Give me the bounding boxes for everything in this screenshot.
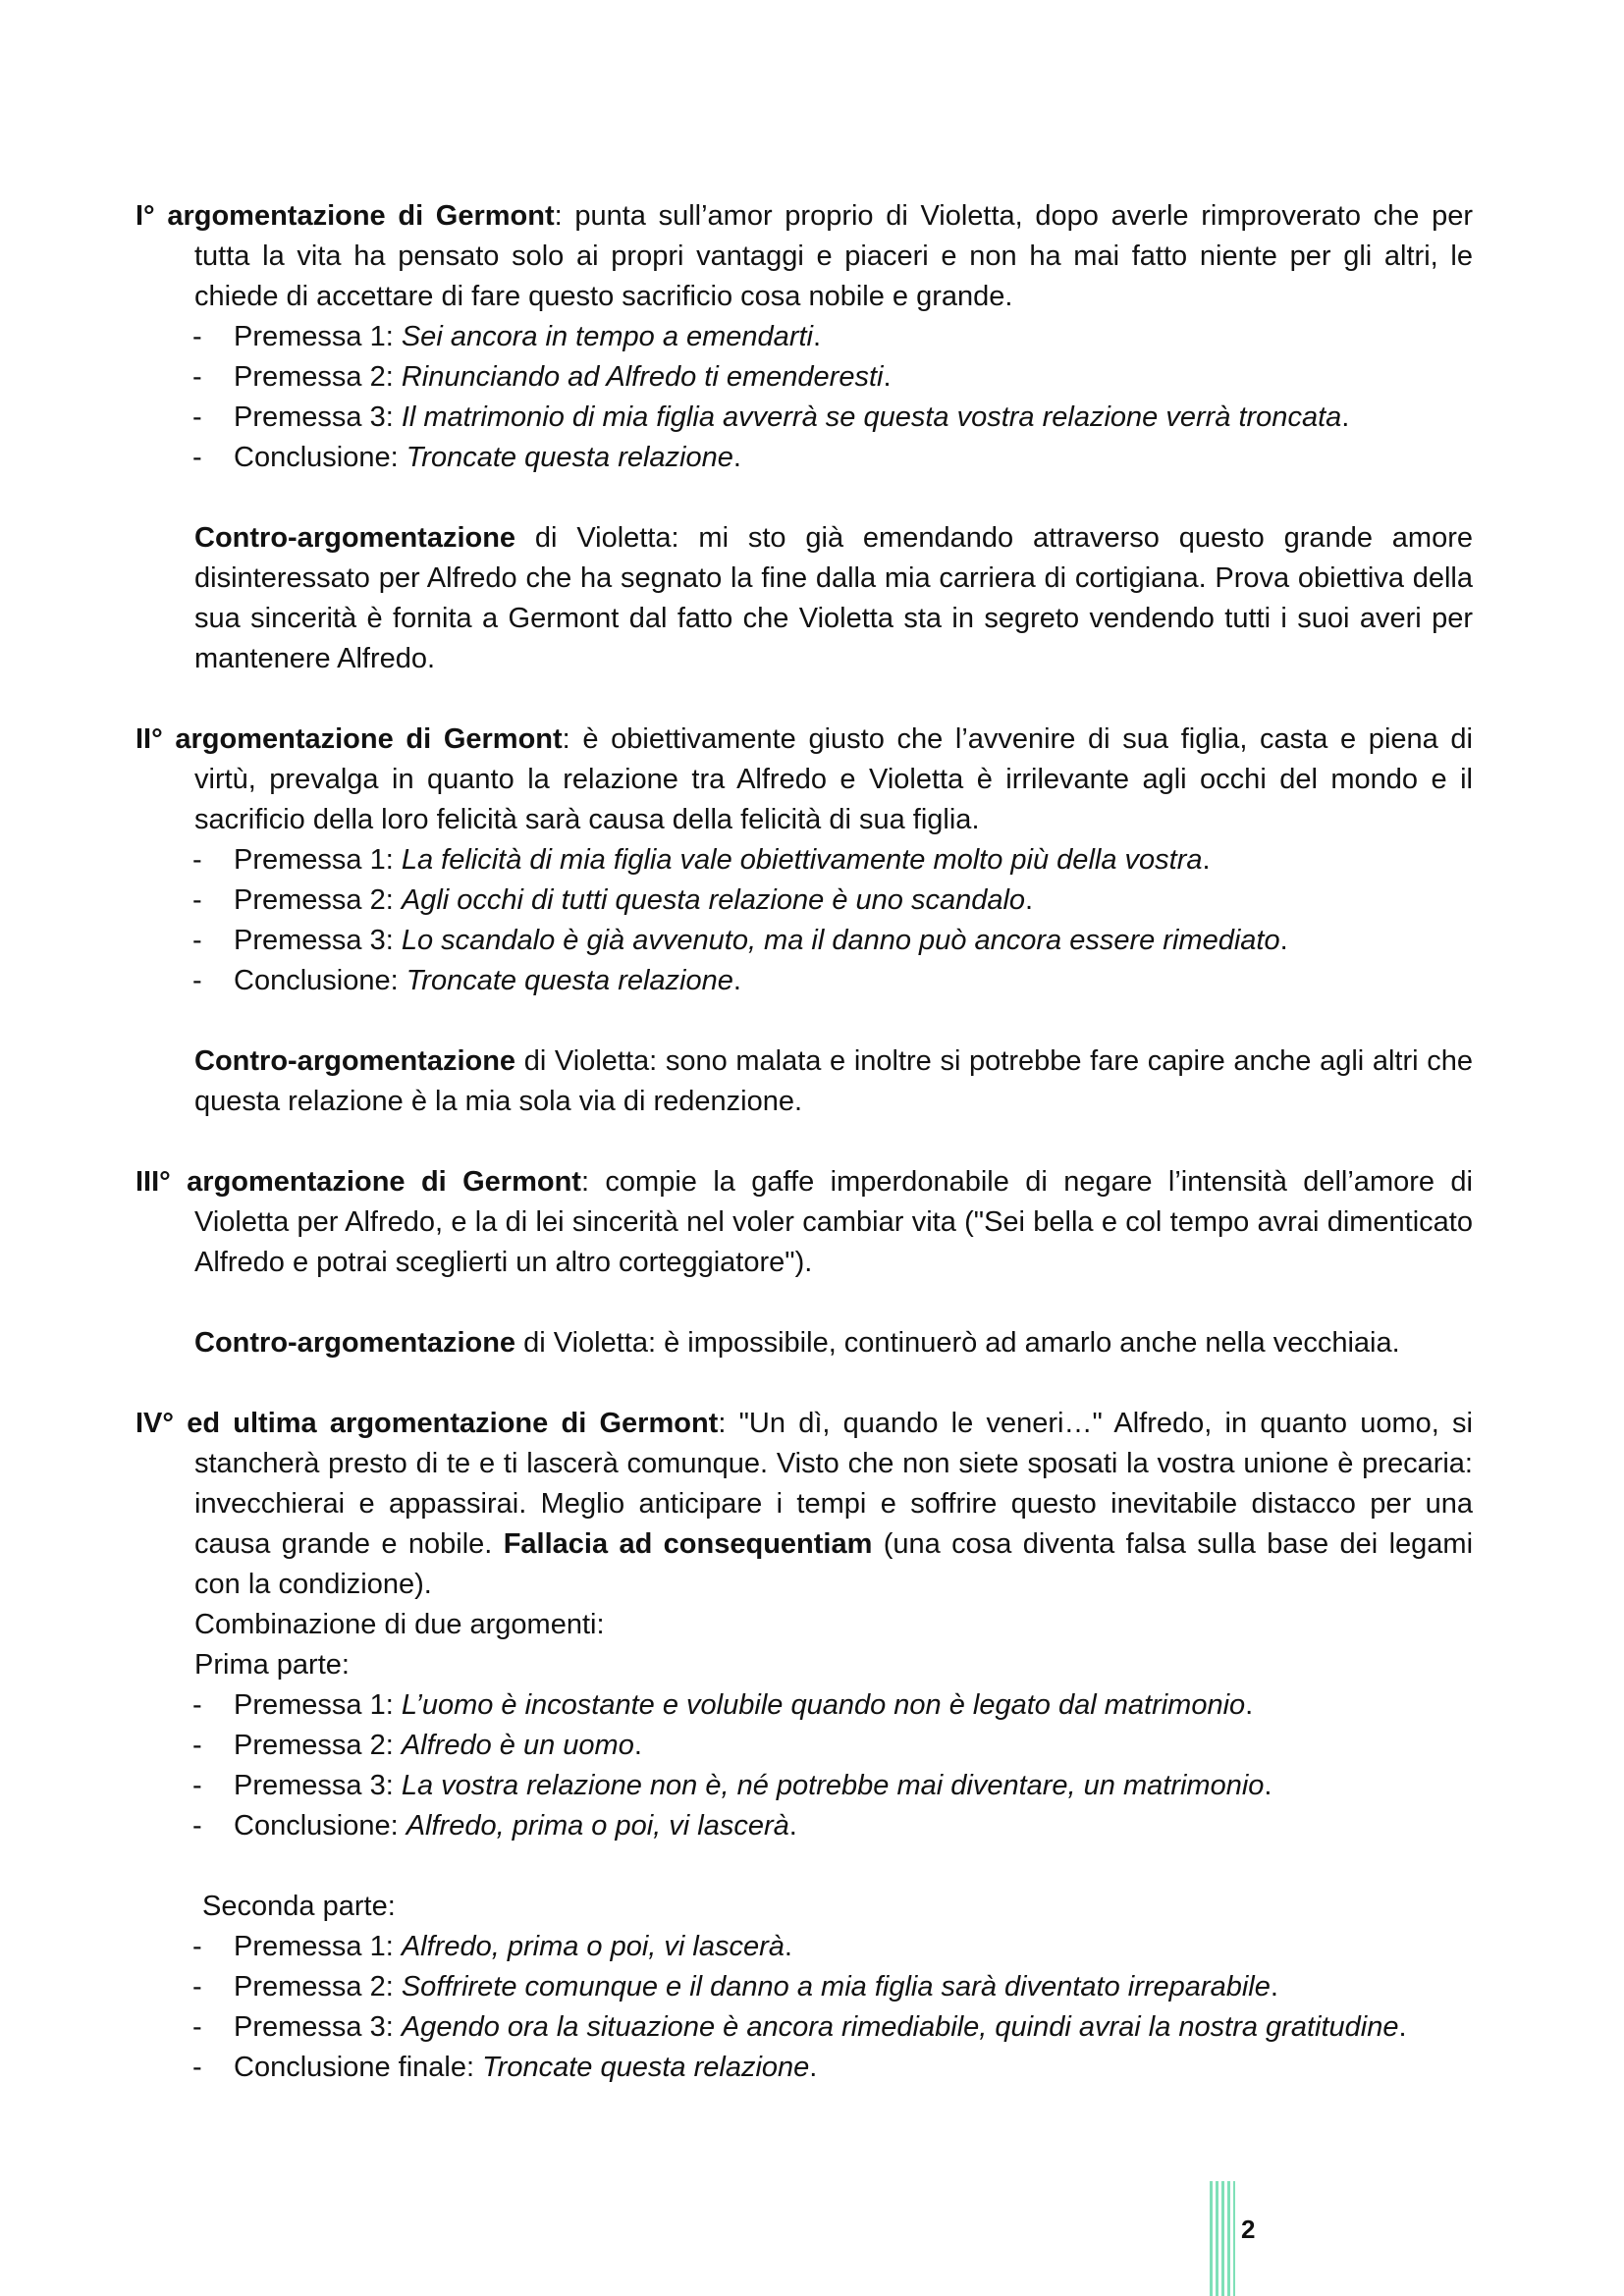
argument-1 bbox=[135, 196, 1473, 317]
list-item: - Conclusione: Troncate questa relazione. bbox=[192, 965, 741, 996]
argument-2-premises bbox=[135, 840, 1473, 1001]
part-two-title: Seconda parte: bbox=[194, 1891, 396, 1922]
list-item: - Premessa 1: Sei ancora in tempo a emendarti. bbox=[192, 321, 822, 352]
argument-4: IV° ed ultima argomentazione di Germont: "Un dì, quando le veneri…" Alfredo, in quanto uomo, si stancherà presto di te e ti lascerà comunque. Visto che non siete sposati la vostra unione è precaria: invecchierai e appassirai. Meglio anticipare i tempi e soffrire questo inevitabile distacco per una causa grande e nobile. Fallacia ad consequentiam (una cosa diventa falsa sulla base dei legami con la condizione). bbox=[135, 1408, 1474, 1600]
document-body bbox=[135, 196, 1473, 2088]
part-two-premises bbox=[135, 1927, 1473, 2088]
list-item: - Premessa 1: Alfredo, prima o poi, vi lascerà. bbox=[192, 1931, 792, 1962]
part-one-premises bbox=[135, 1685, 1473, 1846]
argument-3-text: : compie la gaffe imperdonabile di negare l’intensità dell’amore di Violetta per Alfredo, e la di lei sincerità nel voler cambiar vita ("Sei bella e col tempo avrai dimenticato Alfredo e potrai sceglierti un altro corteggiatore"). bbox=[194, 1166, 1473, 1278]
argument-3-title: III° argomentazione di Germont bbox=[135, 1166, 581, 1198]
argument-3 bbox=[135, 1162, 1473, 1283]
list-item: - Premessa 3: Lo scandalo è già avvenuto, ma il danno può ancora essere rimediato. bbox=[192, 925, 1288, 956]
list-item: - Premessa 2: Agli occhi di tutti questa relazione è uno scandalo. bbox=[192, 884, 1034, 916]
list-item: - Premessa 3: La vostra relazione non è, né potrebbe mai diventare, un matrimonio. bbox=[192, 1770, 1272, 1801]
list-item: - Premessa 2: Rinunciando ad Alfredo ti emenderesti. bbox=[192, 361, 892, 393]
list-item: - Premessa 3: Agendo ora la situazione è ancora rimediabile, quindi avrai la nostra gratitudine. bbox=[192, 2011, 1407, 2043]
footer-accent-bar bbox=[1210, 2181, 1235, 2296]
counter-argument-3: Contro-argomentazione di Violetta: è impossibile, continuerò ad amarlo anche nella vecchiaia. bbox=[194, 1327, 1400, 1359]
argument-4-title: IV° ed ultima argomentazione di Germont bbox=[135, 1408, 719, 1439]
list-item: - Premessa 2: Alfredo è un uomo. bbox=[192, 1730, 642, 1761]
list-item: - Premessa 3: Il matrimonio di mia figlia avverrà se questa vostra relazione verrà troncata. bbox=[192, 401, 1350, 433]
combination-label: Combinazione di due argomenti: bbox=[194, 1609, 605, 1640]
counter-argument-2: Contro-argomentazione di Violetta: sono malata e inoltre si potrebbe fare capire anche agli altri che questa relazione è la mia sola via di redenzione. bbox=[194, 1045, 1473, 1117]
list-item: - Conclusione: Troncate questa relazione. bbox=[192, 442, 741, 473]
part-one-title: Prima parte: bbox=[194, 1649, 350, 1681]
page-number: 2 bbox=[1241, 2215, 1256, 2244]
argument-1-text: : punta sull’amor proprio di Violetta, dopo averle rimproverato che per tutta la vita ha pensato solo ai propri vantaggi e piaceri e non ha mai fatto niente per gli altri, le chiede di accettare di fare questo sacrificio cosa nobile e grande. bbox=[194, 200, 1473, 312]
list-item: - Conclusione: Alfredo, prima o poi, vi lascerà. bbox=[192, 1810, 797, 1842]
fallacy-term: Fallacia ad consequentiam bbox=[503, 1528, 873, 1560]
list-item: - Conclusione finale: Troncate questa relazione. bbox=[192, 2052, 818, 2083]
list-item: - Premessa 2: Soffrirete comunque e il danno a mia figlia sarà diventato irreparabile. bbox=[192, 1971, 1278, 2002]
list-item: - Premessa 1: L’uomo è incostante e volubile quando non è legato dal matrimonio. bbox=[192, 1689, 1254, 1721]
argument-2-title: II° argomentazione di Germont bbox=[135, 723, 563, 755]
counter-argument-1: Contro-argomentazione di Violetta: mi sto già emendando attraverso questo grande amore disinteressato per Alfredo che ha segnato la fine dalla mia carriera di cortigiana. Prova obiettiva della sua sincerità è fornita a Germont dal fatto che Violetta sta in segreto vendendo tutti i suoi averi per mantenere Alfredo. bbox=[194, 522, 1473, 674]
argument-1-title: I° argomentazione di Germont bbox=[135, 200, 555, 232]
argument-2 bbox=[135, 720, 1473, 840]
list-item: - Premessa 1: La felicità di mia figlia vale obiettivamente molto più della vostra. bbox=[192, 844, 1211, 876]
argument-1-premises bbox=[135, 317, 1473, 478]
argument-2-text: : è obiettivamente giusto che l’avvenire di sua figlia, casta e piena di virtù, prevalga in quanto la relazione tra Alfredo e Violetta è irrilevante agli occhi del mondo e il sacrificio della loro felicità sarà causa della felicità di sua figlia. bbox=[194, 723, 1473, 835]
